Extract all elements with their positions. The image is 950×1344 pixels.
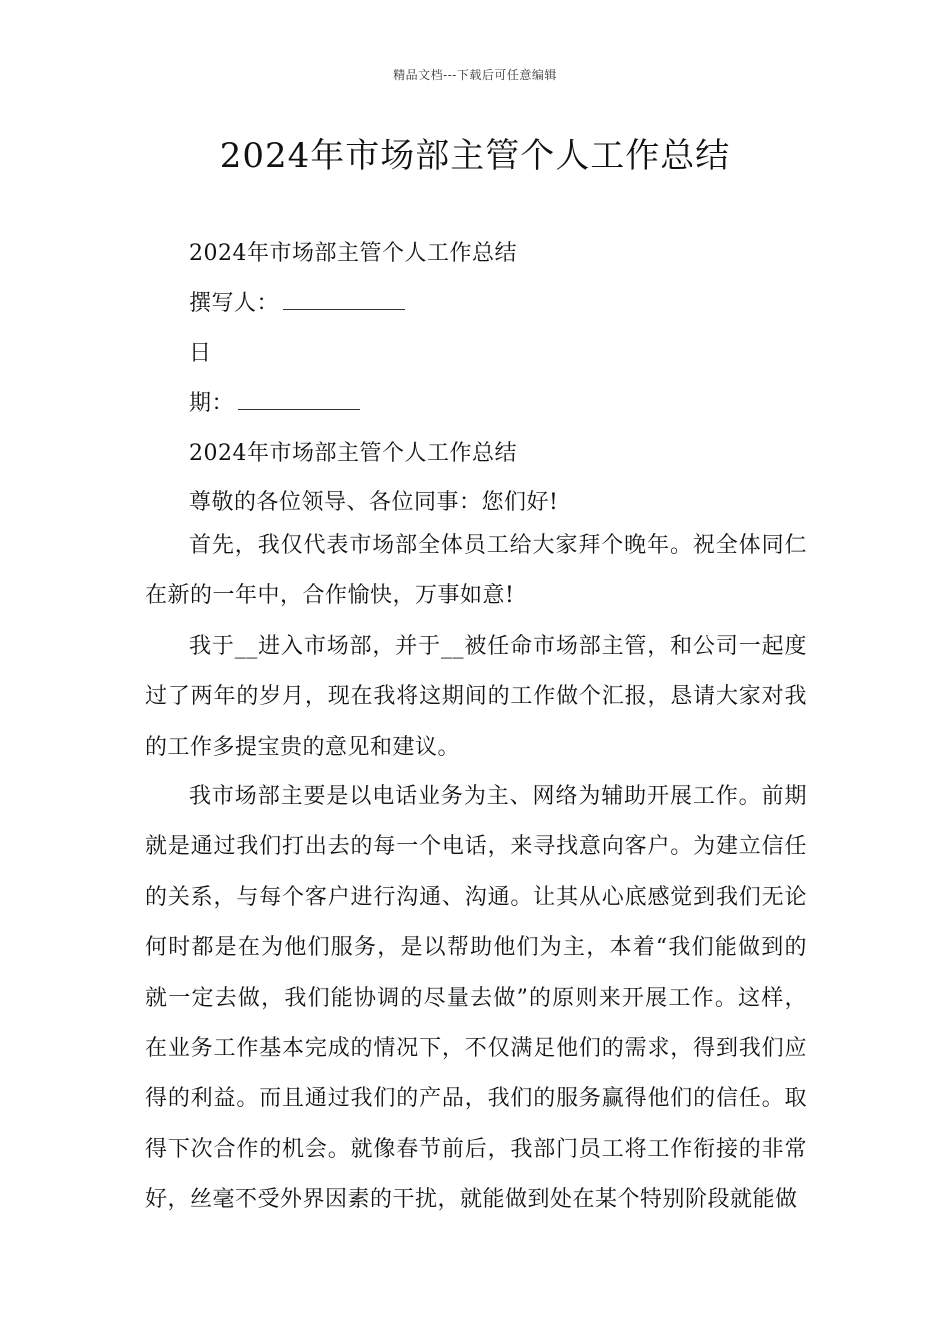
date-blank [238, 391, 360, 410]
subtitle-line: 2024年市场部主管个人工作总结 [189, 241, 517, 266]
greeting: 尊敬的各位领导、各位同事：您们好! [189, 490, 559, 515]
paragraph-2: 我于__进入市场部，并于__被任命市场部主管，和公司一起度过了两年的岁月，现在我将这期间的工作做个汇报，恳请大家对我的工作多提宝贵的意见和建议。 [145, 634, 807, 760]
repeat-title: 2024年市场部主管个人工作总结 [189, 441, 517, 466]
date-label: 期： [189, 391, 235, 416]
paragraph-3: 我市场部主要是以电话业务为主、网络为辅助开展工作。前期就是通过我们打出去的每一个电话，来寻找意向客户。为建立信任的关系，与每个客户进行沟通、沟通。让其从心底感觉到我们无论何时都是在为他们服务，是以帮助他们为主，本着“我们能做到的就一定去做，我们能协调的尽量去做”的原则来开展工作。这样，在业务工作基本完成的情况下，不仅满足他们的需求，得到我们应得的利益。而且通过我们的产品，我们的服务赢得他们的信任。取得下次合作的机会。就像春节前后，我部门员工将工作衔接的非常好，丝毫不受外界因素的干扰，就能做到处在某个特别阶段就能做 [145, 784, 807, 1213]
author-blank [283, 291, 405, 310]
header-note: 精品文档---下载后可任意编辑 [393, 68, 557, 82]
date-line [189, 386, 360, 417]
date-label-line-1: 日 [189, 341, 212, 366]
document-title: 2024年市场部主管个人工作总结 [219, 136, 731, 176]
author-line [189, 286, 405, 317]
paragraph-1: 首先，我仅代表市场部全体员工给大家拜个晚年。祝全体同仁在新的一年中，合作愉快，万事如意! [145, 533, 807, 609]
author-label: 撰写人： [189, 291, 280, 316]
